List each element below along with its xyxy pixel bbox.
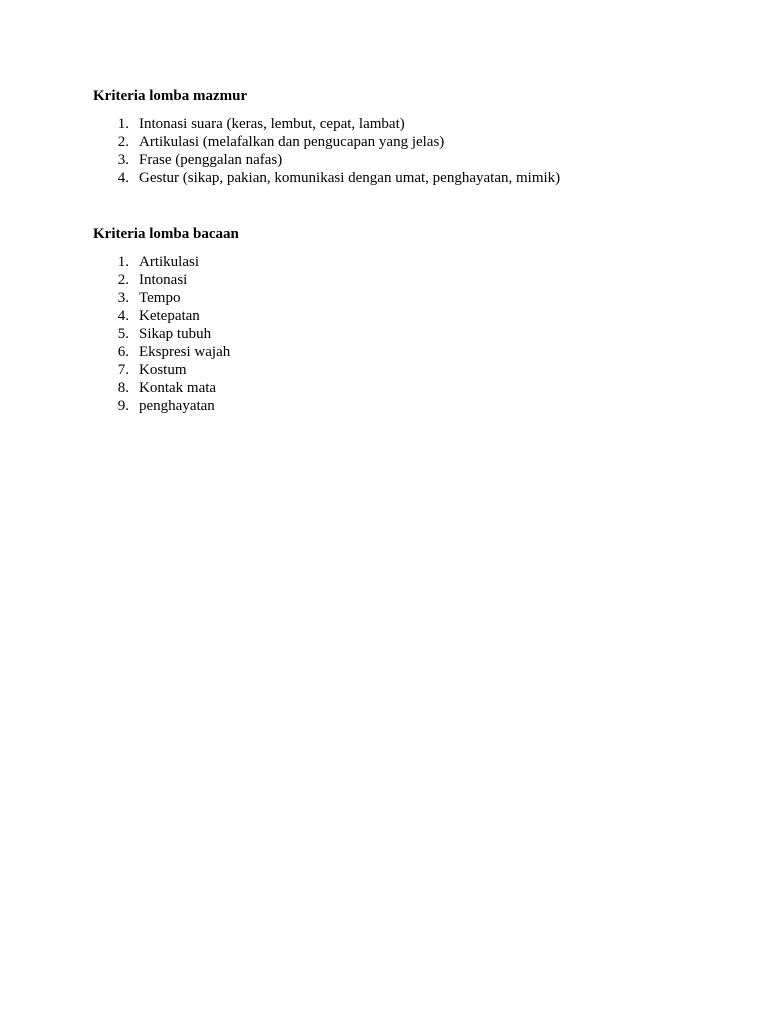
list-item — [93, 307, 713, 325]
list-item — [93, 169, 713, 187]
list-item — [93, 151, 713, 169]
section-heading: Kriteria lomba bacaan — [93, 226, 239, 242]
list-text: Ketepatan — [139, 308, 200, 324]
list-item — [93, 397, 713, 415]
list-text: Tempo — [139, 290, 181, 306]
list-number: 9. — [117, 398, 129, 414]
list-text: Ekspresi wajah — [139, 344, 231, 360]
list-text: penghayatan — [139, 398, 215, 414]
list-number: 1. — [117, 254, 129, 270]
list-text: Frase (penggalan nafas) — [139, 152, 283, 168]
list-number: 6. — [117, 344, 129, 360]
list-number: 1. — [117, 116, 129, 132]
list-number: 8. — [117, 380, 129, 396]
list-item — [93, 133, 713, 151]
list-number: 2. — [117, 272, 129, 288]
list-number: 3. — [117, 290, 129, 306]
list-number: 4. — [117, 170, 129, 186]
list-number: 7. — [117, 362, 129, 378]
list-number: 5. — [117, 326, 129, 342]
section-bacaan — [93, 225, 713, 415]
list-text: Kostum — [139, 362, 187, 378]
list-item — [93, 289, 713, 307]
section-heading: Kriteria lomba mazmur — [93, 88, 248, 104]
list-text: Sikap tubuh — [139, 326, 212, 342]
list-number: 3. — [117, 152, 129, 168]
list-item — [93, 115, 713, 133]
list-text: Intonasi suara (keras, lembut, cepat, lambat) — [139, 116, 405, 132]
list-item — [93, 253, 713, 271]
list-text: Gestur (sikap, pakian, komunikasi dengan umat, penghayatan, mimik) — [139, 170, 561, 186]
list-text: Intonasi — [139, 272, 188, 288]
criteria-list — [93, 253, 713, 415]
list-item — [93, 361, 713, 379]
list-number: 2. — [117, 134, 129, 150]
list-text: Artikulasi — [139, 254, 199, 270]
list-text: Kontak mata — [139, 380, 217, 396]
criteria-list — [93, 115, 713, 187]
section-mazmur — [93, 87, 713, 187]
list-item — [93, 271, 713, 289]
list-item — [93, 343, 713, 361]
list-item — [93, 379, 713, 397]
list-text: Artikulasi (melafalkan dan pengucapan yang jelas) — [139, 134, 445, 150]
list-number: 4. — [117, 308, 129, 324]
list-item — [93, 325, 713, 343]
